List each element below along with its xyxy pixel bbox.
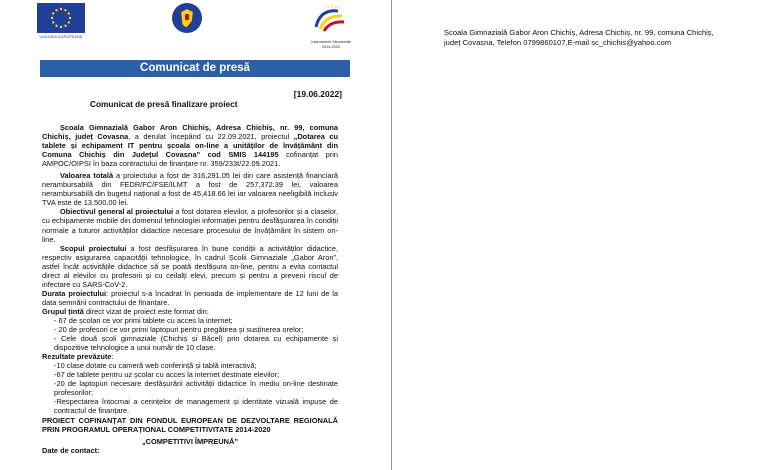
paragraph-results bbox=[42, 352, 338, 361]
list-item: - 67 de școlari ce vor primi tablete cu acces la internet; bbox=[54, 315, 233, 325]
government-logo bbox=[172, 3, 204, 33]
duration-label: Durata proiectului bbox=[42, 288, 107, 298]
contact-label: Date de contact: bbox=[42, 445, 100, 455]
list-item: -Respectarea întocmai a cerințelor de management și identitate vizuală impuse de contractul de finanțare. bbox=[54, 397, 338, 416]
cofinancing-statement: PROIECT COFINANȚAT DIN FONDUL EUROPEAN DE DEZVOLTARE REGIONALĂ PRIN PROGRAMUL OPERAȚIONAL COMPETITIVITATE 2014-2020 bbox=[42, 415, 338, 434]
results-label: Rezultate prevăzute bbox=[42, 352, 112, 362]
structural-instruments-years: 2014-2020 bbox=[321, 45, 341, 49]
school-contact-info bbox=[444, 28, 764, 48]
document-title: Comunicat de presă finalizare proiect bbox=[90, 99, 238, 109]
release-date: [19.06.2022] bbox=[293, 89, 342, 99]
paragraph-duration bbox=[42, 289, 338, 307]
contact-line-2: județ Covasna, Telefon 0799860107,E-mail sc_chichis@yahoo.com bbox=[444, 38, 672, 47]
slogan: „COMPETITIVI ÎMPREUNĂ” bbox=[141, 436, 239, 446]
list-item: -20 de laptopuri necesare desfășurării activității didactice în mediu on-line destinate profesorilor; bbox=[54, 379, 338, 398]
paragraph-value bbox=[42, 171, 338, 207]
list-item: -10 clase dotate cu cameră web conferință și tablă interactivă; bbox=[54, 361, 257, 371]
eu-logo-caption: UNIUNEA EUROPEANĂ bbox=[39, 35, 83, 39]
list-item: - 20 de profesori ce vor primi laptopuri pentru pregătirea și susținerea orelor; bbox=[54, 325, 304, 335]
school-name-address: Școala Gimnazială Gabor Aron Chichiș, Adresa Chichiș, nr. 99, comuna Chichiș, județ Covasna bbox=[42, 123, 338, 142]
paragraph-objective bbox=[42, 207, 338, 243]
document-body bbox=[42, 123, 338, 455]
target-group-label: Grupul țintă bbox=[42, 306, 84, 316]
structural-instruments-icon bbox=[298, 3, 364, 35]
paragraph-intro bbox=[42, 123, 338, 168]
list-item: - Cele două școli gimnaziale (Chichiș și Băcel) prin dotarea cu echipamente și dispozitive tehnologice a unui număr de 10 clase. bbox=[54, 334, 338, 353]
scope-label: Scopul proiectului bbox=[60, 243, 127, 253]
intro-end-text: cofinanțat prin AMPOC/OIPSI în baza contractului de finanțare nr. 359/233t/22.09.2021. bbox=[42, 150, 338, 169]
results-colon: : bbox=[111, 352, 114, 362]
paragraph-scope bbox=[42, 244, 338, 289]
document-page-right bbox=[392, 0, 780, 470]
list-item: -67 de tablete pentru uz școlar cu acces la internet destinate elevilor; bbox=[54, 370, 280, 380]
target-group-text: direct vizat de proiect este format din: bbox=[83, 306, 209, 316]
value-text: a proiectului a fost de 316,291.05 lei din care asistență financiară nerambursabilă din FEDR/FC/FSE/ILMT a fost de 257,372.39 lei, valoarea nerambursabilă din bugetul național a fost de 45,418.66 lei iar valoarea neeligibilă inclusiv TVA este de 13,500.00 lei. bbox=[42, 171, 338, 208]
eu-logo bbox=[35, 3, 87, 39]
structural-instruments-logo bbox=[298, 3, 364, 50]
press-release-banner: Comunicat de presă bbox=[40, 60, 350, 77]
value-label: Valoarea totală bbox=[60, 171, 114, 181]
paragraph-target-group bbox=[42, 307, 338, 316]
structural-instruments-caption: Instrumente Structurale bbox=[311, 40, 351, 44]
contact-line-1: Școala Gimnazială Gabor Aron Chichiș, Adresa Chichiș, nr. 99, comuna Chichiș, bbox=[444, 28, 714, 37]
intro-text: , a derulat începând cu 22.09.2021, proiectul bbox=[128, 132, 294, 142]
eu-flag-icon bbox=[37, 3, 85, 33]
scope-text: a fost desfășurarea în bune condiții a activităților didactice, respectiv asigurarea capacității tehnologice, în cadrul Școlii Gimnaziale „Gabor Aron”, astfel încât activitățile didactice să se poată desfășura on-line, pentru a evita contactul direct al elevilor cu profesorii și cu ceilalți elevi, precum și pentru a preveni riscul de infectare cu SARS-CoV-2. bbox=[42, 243, 339, 289]
coat-of-arms-icon bbox=[172, 3, 202, 33]
project-name: „Dotarea cu tablete și echipament IT pentru școala on-line a unităților de învățământ din Comuna Chichiș din Județul Covasna” cod SMIS 144195 bbox=[42, 132, 338, 160]
objective-text: a fost dotarea elevilor, a profesorilor și a claselor, cu echipamente mobile din domeniul tehnologiei informației pentru desfășurarea în condiții normale a tuturor activităților didactice necesare procesului de învățământ în sistem on-line. bbox=[42, 207, 339, 244]
duration-text: : proiectul s-a încadrat în perioada de implementare de 12 luni de la data semnării contractului de finanțare. bbox=[42, 288, 338, 307]
objective-label: Obiectivul general al proiectului bbox=[60, 207, 174, 217]
